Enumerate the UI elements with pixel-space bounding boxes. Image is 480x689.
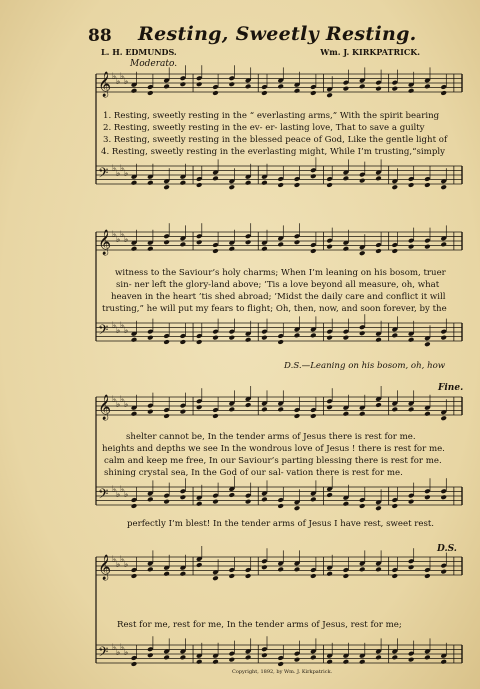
note-head xyxy=(326,335,333,341)
note-head xyxy=(196,339,203,345)
note-head xyxy=(359,411,366,417)
note-head xyxy=(245,239,252,245)
note-head xyxy=(294,182,301,188)
verse-1-line-2: witness to the Saviour’s holy charms; When I’m leaning on his bosom, truer xyxy=(115,268,446,278)
note-head xyxy=(147,652,154,658)
note-head xyxy=(228,492,235,498)
note-head xyxy=(261,564,268,570)
flat-icon: ♭ xyxy=(120,643,125,653)
note-head xyxy=(212,659,219,665)
note-head xyxy=(228,657,235,663)
note-head xyxy=(375,248,382,254)
note-head xyxy=(163,184,170,190)
verse-1-line-1: 1. Resting, sweetly resting in the “ everlasting arms,” With the spirit bearing xyxy=(103,111,440,121)
note-head xyxy=(196,239,203,245)
note-head xyxy=(375,402,382,408)
flat-icon: ♭ xyxy=(120,485,125,495)
note-head xyxy=(440,335,447,341)
flat-icon: ♭ xyxy=(124,169,129,179)
verse-1-line-3: shelter cannot be, In the tender arms of Jesus there is rest for me. xyxy=(126,432,416,442)
note-head xyxy=(294,567,301,573)
verse-2-line-2: sin- ner left the glory-land above; ’Tis a love beyond all measure, oh, what xyxy=(116,280,440,290)
note-head xyxy=(391,86,398,92)
flat-icon: ♭ xyxy=(124,648,129,658)
note-head xyxy=(440,494,447,500)
note-head xyxy=(228,184,235,190)
note-head xyxy=(147,497,154,503)
note-head xyxy=(343,176,350,182)
note-head xyxy=(424,84,431,90)
note-head xyxy=(440,90,447,96)
note-head xyxy=(261,407,268,413)
note-head xyxy=(424,341,431,347)
note-head xyxy=(180,242,187,248)
note-head xyxy=(163,413,170,419)
note-head xyxy=(424,411,431,417)
flat-icon: ♭ xyxy=(124,77,129,87)
flat-icon: ♭ xyxy=(112,321,117,331)
note-head xyxy=(131,411,138,417)
author: L. H. EDMUNDS. xyxy=(101,47,177,57)
note-head xyxy=(261,246,268,252)
note-head xyxy=(147,180,154,186)
note-head xyxy=(326,92,333,98)
note-head xyxy=(343,659,350,665)
note-head xyxy=(294,239,301,245)
note-head xyxy=(310,573,317,579)
note-head xyxy=(261,335,268,341)
note-head xyxy=(212,499,219,505)
note-head xyxy=(424,182,431,188)
note-head xyxy=(180,494,187,500)
note-head xyxy=(375,505,382,511)
note-head xyxy=(131,573,138,579)
treble-clef-icon: 𝄞 xyxy=(98,72,112,97)
note-head xyxy=(440,242,447,248)
note-head xyxy=(408,88,415,94)
note-head xyxy=(359,250,366,256)
flat-icon: ♭ xyxy=(116,326,121,336)
note-head xyxy=(343,335,350,341)
note-head xyxy=(310,333,317,339)
ds-line: D.S.—Leaning on his bosom, oh, how xyxy=(284,361,446,371)
note-head xyxy=(245,180,252,186)
note-head xyxy=(180,571,187,577)
note-head xyxy=(440,415,447,421)
note-head xyxy=(359,659,366,665)
note-head xyxy=(310,90,317,96)
flat-icon: ♭ xyxy=(120,72,125,82)
note-head xyxy=(277,339,284,345)
note-head xyxy=(408,244,415,250)
bass-clef-icon: 𝄢 xyxy=(98,486,109,505)
note-head xyxy=(359,84,366,90)
fine-marking: Fine. xyxy=(438,383,464,393)
verse-2-line-1: 2. Resting, sweetly resting in the ev- er- lasting love, That to save a guilty xyxy=(103,123,425,133)
note-head xyxy=(277,84,284,90)
note-head xyxy=(163,239,170,245)
note-head xyxy=(359,503,366,509)
note-head xyxy=(277,407,284,413)
note-head xyxy=(408,182,415,188)
note-head xyxy=(343,411,350,417)
note-head xyxy=(440,569,447,575)
note-head xyxy=(261,497,268,503)
note-head xyxy=(408,657,415,663)
page-number: 88 xyxy=(88,26,112,46)
note-head xyxy=(212,413,219,419)
verse-2-line-3: heights and depths we see In the wondrous love of Jesus ! there is rest for me. xyxy=(102,444,445,454)
note-head xyxy=(147,90,154,96)
note-head xyxy=(375,655,382,661)
note-head xyxy=(196,501,203,507)
note-head xyxy=(228,335,235,341)
note-head xyxy=(277,503,284,509)
line-4-lyric: perfectly I’m blest! In the tender arms of Jesus I have rest, sweet rest. xyxy=(127,519,435,529)
note-head xyxy=(196,659,203,665)
verse-4-line-2: trusting,” he will put my fears to flight; Oh, then, now, and soon forever, by the xyxy=(102,304,447,314)
note-head xyxy=(196,562,203,568)
note-head xyxy=(196,404,203,410)
note-head xyxy=(163,84,170,90)
note-head xyxy=(147,409,154,415)
note-head xyxy=(326,244,333,250)
note-head xyxy=(391,333,398,339)
note-head xyxy=(359,567,366,573)
flat-icon: ♭ xyxy=(124,235,129,245)
note-head xyxy=(326,404,333,410)
flat-icon: ♭ xyxy=(112,555,117,565)
note-head xyxy=(131,246,138,252)
note-head xyxy=(391,407,398,413)
note-head xyxy=(212,90,219,96)
note-head xyxy=(228,407,235,413)
treble-clef-icon: 𝄞 xyxy=(98,555,112,580)
note-head xyxy=(228,573,235,579)
tempo-marking: Moderato. xyxy=(130,59,178,69)
bass-clef-icon: 𝄢 xyxy=(98,165,109,184)
note-head xyxy=(131,503,138,509)
note-head xyxy=(245,573,252,579)
note-head xyxy=(245,655,252,661)
note-head xyxy=(408,337,415,343)
note-head xyxy=(391,184,398,190)
note-head xyxy=(294,657,301,663)
note-head xyxy=(294,88,301,94)
flat-icon: ♭ xyxy=(116,235,121,245)
note-head xyxy=(440,659,447,665)
note-head xyxy=(196,81,203,87)
note-head xyxy=(261,180,268,186)
note-head xyxy=(343,501,350,507)
note-head xyxy=(163,571,170,577)
hymn-title: Resting, Sweetly Resting. xyxy=(138,23,417,45)
note-head xyxy=(277,242,284,248)
treble-clef-icon: 𝄞 xyxy=(98,230,112,255)
note-head xyxy=(277,661,284,667)
note-head xyxy=(294,333,301,339)
bass-clef-icon: 𝄢 xyxy=(98,644,109,663)
note-head xyxy=(424,494,431,500)
composer: Wm. J. KIRKPATRICK. xyxy=(320,47,420,57)
note-head xyxy=(294,505,301,511)
note-head xyxy=(180,180,187,186)
flat-icon: ♭ xyxy=(112,230,117,240)
note-head xyxy=(326,659,333,665)
note-head xyxy=(131,661,138,667)
bass-clef-icon: 𝄢 xyxy=(98,322,109,341)
flat-icon: ♭ xyxy=(120,164,125,174)
note-head xyxy=(163,499,170,505)
note-head xyxy=(359,178,366,184)
flat-icon: ♭ xyxy=(120,230,125,240)
note-head xyxy=(408,499,415,505)
note-head xyxy=(131,337,138,343)
note-head xyxy=(245,337,252,343)
note-head xyxy=(326,571,333,577)
flat-icon: ♭ xyxy=(112,485,117,495)
flat-icon: ♭ xyxy=(120,555,125,565)
note-head xyxy=(310,248,317,254)
note-head xyxy=(310,655,317,661)
note-head xyxy=(375,86,382,92)
flat-icon: ♭ xyxy=(120,395,125,405)
flat-icon: ♭ xyxy=(116,560,121,570)
flat-icon: ♭ xyxy=(112,72,117,82)
note-head xyxy=(261,90,268,96)
note-head xyxy=(326,492,333,498)
flat-icon: ♭ xyxy=(112,395,117,405)
note-head xyxy=(212,176,219,182)
note-head xyxy=(228,246,235,252)
note-head xyxy=(147,567,154,573)
note-head xyxy=(163,655,170,661)
flat-icon: ♭ xyxy=(116,400,121,410)
note-head xyxy=(391,655,398,661)
note-head xyxy=(343,86,350,92)
verse-3-line-2: heaven in the heart ’tis shed abroad; ’Midst the daily care and conflict it will xyxy=(111,292,446,302)
note-head xyxy=(408,407,415,413)
note-head xyxy=(245,402,252,408)
note-head xyxy=(196,182,203,188)
flat-icon: ♭ xyxy=(116,490,121,500)
note-head xyxy=(326,182,333,188)
flat-icon: ♭ xyxy=(124,560,129,570)
note-head xyxy=(147,246,154,252)
note-head xyxy=(277,567,284,573)
note-head xyxy=(343,246,350,252)
note-head xyxy=(375,337,382,343)
note-head xyxy=(180,655,187,661)
note-head xyxy=(180,81,187,87)
note-head xyxy=(440,184,447,190)
note-head xyxy=(212,575,219,581)
note-head xyxy=(310,173,317,179)
verse-3-line-1: 3. Resting, sweetly resting in the blessed peace of God, Like the gentle light of xyxy=(103,135,448,145)
note-head xyxy=(212,335,219,341)
flat-icon: ♭ xyxy=(116,648,121,658)
verse-4-line-3: shining crystal sea, In the God of our sal- vation there is rest for me. xyxy=(104,468,403,478)
flat-icon: ♭ xyxy=(124,400,129,410)
note-head xyxy=(228,81,235,87)
ds-mark: D.S. xyxy=(437,544,457,554)
note-head xyxy=(391,248,398,254)
note-head xyxy=(180,339,187,345)
note-head xyxy=(147,335,154,341)
flat-icon: ♭ xyxy=(112,164,117,174)
note-head xyxy=(391,573,398,579)
note-head xyxy=(375,567,382,573)
note-head xyxy=(212,248,219,254)
note-head xyxy=(424,244,431,250)
flat-icon: ♭ xyxy=(124,490,129,500)
flat-icon: ♭ xyxy=(124,326,129,336)
note-head xyxy=(391,503,398,509)
note-head xyxy=(424,655,431,661)
copyright: Copyright, 1892, by Wm. J. Kirkpatrick. xyxy=(232,669,333,675)
note-head xyxy=(375,176,382,182)
note-head xyxy=(261,652,268,658)
note-head xyxy=(131,180,138,186)
note-head xyxy=(310,497,317,503)
note-head xyxy=(294,413,301,419)
note-head xyxy=(163,339,170,345)
line-5-lyric: Rest for me, rest for me, In the tender arms of Jesus, rest for me; xyxy=(117,620,402,630)
note-head xyxy=(245,84,252,90)
verse-4-line-1: 4. Resting, sweetly resting in the everlasting might, While I’m trusting,“simply xyxy=(101,147,445,157)
flat-icon: ♭ xyxy=(120,321,125,331)
note-head xyxy=(131,88,138,94)
note-head xyxy=(245,499,252,505)
flat-icon: ♭ xyxy=(116,77,121,87)
flat-icon: ♭ xyxy=(116,169,121,179)
note-head xyxy=(310,413,317,419)
note-head xyxy=(180,409,187,415)
note-head xyxy=(343,573,350,579)
flat-icon: ♭ xyxy=(112,643,117,653)
note-head xyxy=(424,573,431,579)
note-head xyxy=(359,330,366,336)
treble-clef-icon: 𝄞 xyxy=(98,395,112,420)
verse-3-line-3: calm and keep me free, In our Saviour’s parting blessing there is rest for me. xyxy=(104,456,442,466)
note-head xyxy=(277,182,284,188)
note-head xyxy=(408,564,415,570)
